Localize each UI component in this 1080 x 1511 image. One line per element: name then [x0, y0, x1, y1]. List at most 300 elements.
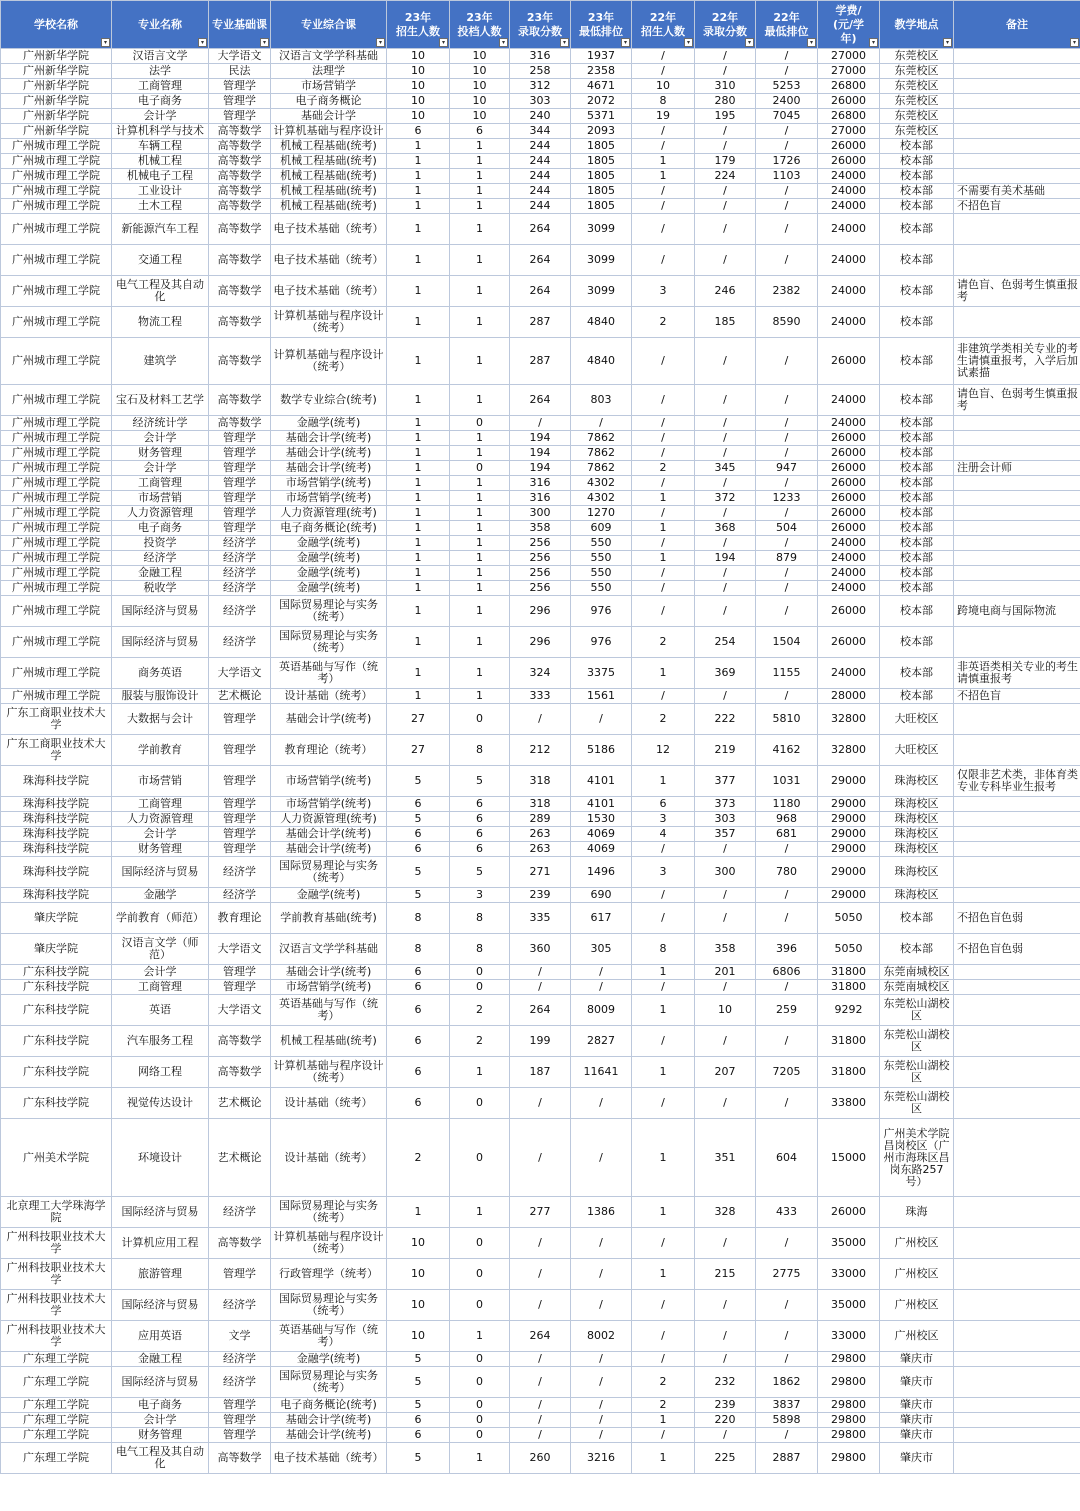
table-cell[interactable]: 244: [510, 169, 571, 184]
table-cell[interactable]: 经济学: [209, 1197, 271, 1228]
table-cell[interactable]: 373: [695, 797, 756, 812]
table-cell[interactable]: 26800: [818, 79, 880, 94]
table-cell[interactable]: 国际贸易理论与实务（统考）: [271, 596, 387, 627]
table-cell[interactable]: 校本部: [880, 903, 954, 934]
column-header[interactable]: [756, 1, 818, 49]
table-cell[interactable]: 机械工程基础(统考): [271, 139, 387, 154]
column-header[interactable]: [1, 1, 112, 49]
table-cell[interactable]: 管理学: [209, 1413, 271, 1428]
table-cell[interactable]: 高等数学: [209, 338, 271, 385]
table-cell[interactable]: 广州新华学院: [1, 124, 112, 139]
table-cell[interactable]: 1: [450, 689, 510, 704]
table-cell[interactable]: /: [695, 385, 756, 416]
table-cell[interactable]: /: [632, 1290, 695, 1321]
table-cell[interactable]: 国际经济与贸易: [112, 596, 209, 627]
table-cell[interactable]: 广州城市理工学院: [1, 566, 112, 581]
table-cell[interactable]: 5810: [756, 704, 818, 735]
table-cell[interactable]: 广州校区: [880, 1290, 954, 1321]
table-cell[interactable]: /: [695, 446, 756, 461]
table-cell[interactable]: 976: [571, 627, 632, 658]
table-cell[interactable]: 广州城市理工学院: [1, 169, 112, 184]
table-cell[interactable]: /: [510, 1088, 571, 1119]
table-cell[interactable]: /: [695, 124, 756, 139]
table-cell[interactable]: 24000: [818, 184, 880, 199]
table-cell[interactable]: 215: [695, 1259, 756, 1290]
table-cell[interactable]: 360: [510, 934, 571, 965]
table-cell[interactable]: 1: [450, 307, 510, 338]
table-cell[interactable]: 24000: [818, 551, 880, 566]
table-cell[interactable]: /: [756, 139, 818, 154]
table-cell[interactable]: 经济学: [209, 581, 271, 596]
table-cell[interactable]: 303: [695, 812, 756, 827]
table-cell[interactable]: 1: [387, 461, 450, 476]
table-cell[interactable]: 617: [571, 903, 632, 934]
table-cell[interactable]: 东莞校区: [880, 49, 954, 64]
table-cell[interactable]: 电气工程及其自动化: [112, 1443, 209, 1474]
table-cell[interactable]: 244: [510, 199, 571, 214]
table-cell[interactable]: 人力资源管理(统考): [271, 506, 387, 521]
table-cell[interactable]: [954, 1428, 1080, 1443]
table-cell[interactable]: /: [756, 1088, 818, 1119]
table-cell[interactable]: 194: [695, 551, 756, 566]
table-cell[interactable]: [954, 1026, 1080, 1057]
table-cell[interactable]: 0: [450, 1259, 510, 1290]
table-cell[interactable]: /: [756, 581, 818, 596]
table-cell[interactable]: 广东理工学院: [1, 1352, 112, 1367]
table-cell[interactable]: /: [571, 1367, 632, 1398]
table-cell[interactable]: 经济学: [209, 566, 271, 581]
table-cell[interactable]: 212: [510, 735, 571, 766]
table-cell[interactable]: 0: [450, 1413, 510, 1428]
table-cell[interactable]: 1: [387, 1197, 450, 1228]
table-cell[interactable]: [954, 888, 1080, 903]
table-cell[interactable]: [954, 94, 1080, 109]
table-cell[interactable]: 29000: [818, 797, 880, 812]
table-cell[interactable]: 27000: [818, 49, 880, 64]
table-cell[interactable]: 金融学(统考): [271, 536, 387, 551]
table-cell[interactable]: /: [632, 596, 695, 627]
table-cell[interactable]: /: [632, 431, 695, 446]
table-cell[interactable]: 校本部: [880, 491, 954, 506]
table-cell[interactable]: /: [510, 1352, 571, 1367]
table-cell[interactable]: 1: [632, 1413, 695, 1428]
table-cell[interactable]: 金融学(统考): [271, 416, 387, 431]
table-cell[interactable]: 广州新华学院: [1, 64, 112, 79]
table-cell[interactable]: 广东理工学院: [1, 1398, 112, 1413]
table-cell[interactable]: 5050: [818, 903, 880, 934]
table-cell[interactable]: 7045: [756, 109, 818, 124]
table-cell[interactable]: 英语基础与写作（统考）: [271, 658, 387, 689]
table-cell[interactable]: 377: [695, 766, 756, 797]
table-cell[interactable]: 广州校区: [880, 1228, 954, 1259]
table-cell[interactable]: 1: [387, 169, 450, 184]
table-cell[interactable]: 国际经济与贸易: [112, 1197, 209, 1228]
table-cell[interactable]: 6: [450, 124, 510, 139]
table-cell[interactable]: 高等数学: [209, 416, 271, 431]
table-cell[interactable]: 240: [510, 109, 571, 124]
table-cell[interactable]: 网络工程: [112, 1057, 209, 1088]
table-cell[interactable]: 19: [632, 109, 695, 124]
table-cell[interactable]: 1: [450, 245, 510, 276]
table-cell[interactable]: [954, 169, 1080, 184]
table-cell[interactable]: 设计基础（统考）: [271, 1088, 387, 1119]
table-cell[interactable]: 珠海科技学院: [1, 827, 112, 842]
table-cell[interactable]: 15000: [818, 1119, 880, 1197]
table-cell[interactable]: 电子技术基础（统考）: [271, 276, 387, 307]
table-cell[interactable]: 金融学(统考): [271, 551, 387, 566]
table-cell[interactable]: /: [756, 245, 818, 276]
table-cell[interactable]: 26000: [818, 596, 880, 627]
table-cell[interactable]: 国际经济与贸易: [112, 1367, 209, 1398]
table-cell[interactable]: [954, 245, 1080, 276]
table-cell[interactable]: 0: [450, 1088, 510, 1119]
table-cell[interactable]: 国际贸易理论与实务（统考）: [271, 857, 387, 888]
table-cell[interactable]: 1: [450, 596, 510, 627]
table-cell[interactable]: 550: [571, 551, 632, 566]
table-cell[interactable]: 东莞南城校区: [880, 980, 954, 995]
table-cell[interactable]: 东莞校区: [880, 109, 954, 124]
table-cell[interactable]: 计算机基础与程序设计（统考）: [271, 307, 387, 338]
table-cell[interactable]: /: [695, 1228, 756, 1259]
table-cell[interactable]: 947: [756, 461, 818, 476]
table-cell[interactable]: /: [571, 704, 632, 735]
table-cell[interactable]: 经济学: [209, 1290, 271, 1321]
table-cell[interactable]: 33000: [818, 1321, 880, 1352]
table-cell[interactable]: 6: [387, 980, 450, 995]
table-cell[interactable]: 基础会计学(统考): [271, 446, 387, 461]
table-cell[interactable]: 11641: [571, 1057, 632, 1088]
table-cell[interactable]: [954, 566, 1080, 581]
table-cell[interactable]: 5: [450, 766, 510, 797]
table-cell[interactable]: 1: [450, 536, 510, 551]
table-cell[interactable]: 303: [510, 94, 571, 109]
table-cell[interactable]: 高等数学: [209, 307, 271, 338]
table-cell[interactable]: 219: [695, 735, 756, 766]
table-cell[interactable]: 不招色盲: [954, 689, 1080, 704]
table-cell[interactable]: 1: [387, 581, 450, 596]
table-cell[interactable]: 设计基础（统考）: [271, 1119, 387, 1197]
table-cell[interactable]: 高等数学: [209, 124, 271, 139]
table-cell[interactable]: 金融学(统考): [271, 581, 387, 596]
table-cell[interactable]: 2: [632, 1367, 695, 1398]
table-cell[interactable]: 8: [450, 735, 510, 766]
table-cell[interactable]: 校本部: [880, 551, 954, 566]
table-cell[interactable]: /: [756, 64, 818, 79]
table-cell[interactable]: 国际贸易理论与实务（统考）: [271, 1367, 387, 1398]
table-cell[interactable]: 1: [632, 1259, 695, 1290]
table-cell[interactable]: [954, 506, 1080, 521]
table-cell[interactable]: 5: [387, 1367, 450, 1398]
table-cell[interactable]: 1561: [571, 689, 632, 704]
table-cell[interactable]: /: [632, 1352, 695, 1367]
table-cell[interactable]: 27000: [818, 64, 880, 79]
table-cell[interactable]: /: [695, 338, 756, 385]
table-cell[interactable]: 29000: [818, 857, 880, 888]
table-cell[interactable]: 1: [387, 385, 450, 416]
table-cell[interactable]: 机械工程基础(统考): [271, 199, 387, 214]
table-cell[interactable]: 32800: [818, 735, 880, 766]
table-cell[interactable]: 汉语言文学: [112, 49, 209, 64]
table-cell[interactable]: 校本部: [880, 416, 954, 431]
table-cell[interactable]: 26000: [818, 431, 880, 446]
table-cell[interactable]: 电子商务概论: [271, 94, 387, 109]
table-cell[interactable]: 1: [387, 139, 450, 154]
table-cell[interactable]: /: [695, 689, 756, 704]
table-cell[interactable]: 3216: [571, 1443, 632, 1474]
table-cell[interactable]: 数学专业综合(统考): [271, 385, 387, 416]
table-cell[interactable]: 259: [756, 995, 818, 1026]
table-cell[interactable]: 汉语言文学学科基础: [271, 49, 387, 64]
table-cell[interactable]: 433: [756, 1197, 818, 1228]
table-cell[interactable]: 8: [450, 903, 510, 934]
table-cell[interactable]: [954, 1197, 1080, 1228]
table-cell[interactable]: 1155: [756, 658, 818, 689]
table-cell[interactable]: /: [695, 245, 756, 276]
table-cell[interactable]: 6: [387, 842, 450, 857]
table-cell[interactable]: 1386: [571, 1197, 632, 1228]
table-cell[interactable]: 广州城市理工学院: [1, 506, 112, 521]
table-cell[interactable]: 大学语文: [209, 995, 271, 1026]
table-cell[interactable]: 广州校区: [880, 1259, 954, 1290]
table-cell[interactable]: [954, 1228, 1080, 1259]
table-cell[interactable]: /: [632, 385, 695, 416]
table-cell[interactable]: 26000: [818, 627, 880, 658]
table-cell[interactable]: 2: [632, 627, 695, 658]
table-cell[interactable]: 244: [510, 154, 571, 169]
table-cell[interactable]: 604: [756, 1119, 818, 1197]
table-cell[interactable]: 市场营销学(统考): [271, 980, 387, 995]
table-cell[interactable]: /: [756, 431, 818, 446]
table-cell[interactable]: 6: [387, 797, 450, 812]
table-cell[interactable]: 280: [695, 94, 756, 109]
table-cell[interactable]: 1: [387, 214, 450, 245]
table-cell[interactable]: 会计学: [112, 109, 209, 124]
column-header[interactable]: [387, 1, 450, 49]
table-cell[interactable]: 256: [510, 536, 571, 551]
table-cell[interactable]: /: [510, 1119, 571, 1197]
table-cell[interactable]: 工商管理: [112, 79, 209, 94]
table-cell[interactable]: /: [571, 1088, 632, 1119]
table-cell[interactable]: /: [632, 566, 695, 581]
table-cell[interactable]: 市场营销: [112, 766, 209, 797]
table-cell[interactable]: 33800: [818, 1088, 880, 1119]
table-cell[interactable]: 1: [450, 385, 510, 416]
table-cell[interactable]: 609: [571, 521, 632, 536]
table-cell[interactable]: 市场营销学: [271, 79, 387, 94]
table-cell[interactable]: 基础会计学: [271, 109, 387, 124]
table-cell[interactable]: 大旺校区: [880, 735, 954, 766]
table-cell[interactable]: 新能源汽车工程: [112, 214, 209, 245]
table-cell[interactable]: 基础会计学(统考): [271, 431, 387, 446]
table-cell[interactable]: 300: [510, 506, 571, 521]
table-cell[interactable]: 广东科技学院: [1, 1057, 112, 1088]
table-cell[interactable]: 广州城市理工学院: [1, 416, 112, 431]
table-cell[interactable]: 4069: [571, 842, 632, 857]
table-cell[interactable]: /: [632, 689, 695, 704]
table-cell[interactable]: 6: [450, 827, 510, 842]
table-cell[interactable]: 国际贸易理论与实务（统考）: [271, 627, 387, 658]
table-cell[interactable]: 机械工程: [112, 154, 209, 169]
table-cell[interactable]: /: [510, 1428, 571, 1443]
table-cell[interactable]: 0: [450, 416, 510, 431]
table-cell[interactable]: 1862: [756, 1367, 818, 1398]
table-cell[interactable]: 256: [510, 566, 571, 581]
table-cell[interactable]: 7862: [571, 461, 632, 476]
table-cell[interactable]: 环境设计: [112, 1119, 209, 1197]
table-cell[interactable]: 7862: [571, 446, 632, 461]
table-cell[interactable]: 29000: [818, 812, 880, 827]
table-cell[interactable]: 请色盲、色弱考生慎重报考: [954, 385, 1080, 416]
table-cell[interactable]: 1: [450, 199, 510, 214]
table-cell[interactable]: [954, 416, 1080, 431]
table-cell[interactable]: 5: [387, 1398, 450, 1413]
table-cell[interactable]: [954, 812, 1080, 827]
table-cell[interactable]: 计算机基础与程序设计（统考）: [271, 338, 387, 385]
table-cell[interactable]: 1: [387, 416, 450, 431]
table-cell[interactable]: 广州城市理工学院: [1, 214, 112, 245]
column-header[interactable]: [571, 1, 632, 49]
table-cell[interactable]: 机械工程基础(统考): [271, 184, 387, 199]
table-cell[interactable]: 广州城市理工学院: [1, 307, 112, 338]
filter-dropdown-icon[interactable]: ▾: [439, 38, 448, 47]
table-cell[interactable]: [954, 139, 1080, 154]
table-cell[interactable]: 市场营销: [112, 491, 209, 506]
table-cell[interactable]: 广州科技职业技术大学: [1, 1290, 112, 1321]
table-cell[interactable]: [954, 995, 1080, 1026]
table-cell[interactable]: 5898: [756, 1413, 818, 1428]
table-cell[interactable]: /: [695, 506, 756, 521]
table-cell[interactable]: 26000: [818, 94, 880, 109]
table-cell[interactable]: 请色盲、色弱考生慎重报考: [954, 276, 1080, 307]
table-cell[interactable]: 广州美术学院昌岗校区（广州市海珠区昌岗东路257号）: [880, 1119, 954, 1197]
table-cell[interactable]: /: [695, 903, 756, 934]
table-cell[interactable]: 高等数学: [209, 1057, 271, 1088]
table-cell[interactable]: 不需要有美术基础: [954, 184, 1080, 199]
table-cell[interactable]: 计算机科学与技术: [112, 124, 209, 139]
table-cell[interactable]: 32800: [818, 704, 880, 735]
table-cell[interactable]: /: [695, 596, 756, 627]
table-cell[interactable]: /: [632, 1321, 695, 1352]
table-cell[interactable]: 396: [756, 934, 818, 965]
table-cell[interactable]: 经济学: [112, 551, 209, 566]
filter-dropdown-icon[interactable]: ▾: [807, 38, 816, 47]
table-cell[interactable]: [954, 154, 1080, 169]
table-cell[interactable]: 电子商务: [112, 94, 209, 109]
table-cell[interactable]: 24000: [818, 245, 880, 276]
filter-dropdown-icon[interactable]: ▾: [198, 38, 207, 47]
table-cell[interactable]: 广州城市理工学院: [1, 446, 112, 461]
table-cell[interactable]: 国际贸易理论与实务（统考）: [271, 1290, 387, 1321]
table-cell[interactable]: 6: [387, 1057, 450, 1088]
table-cell[interactable]: 3: [632, 812, 695, 827]
table-cell[interactable]: 0: [450, 704, 510, 735]
table-cell[interactable]: [954, 1290, 1080, 1321]
table-cell[interactable]: 文学: [209, 1321, 271, 1352]
table-cell[interactable]: [954, 214, 1080, 245]
table-cell[interactable]: 324: [510, 658, 571, 689]
table-cell[interactable]: 校本部: [880, 184, 954, 199]
table-cell[interactable]: 550: [571, 536, 632, 551]
table-cell[interactable]: 194: [510, 461, 571, 476]
table-cell[interactable]: /: [571, 1413, 632, 1428]
table-cell[interactable]: 广州城市理工学院: [1, 491, 112, 506]
table-cell[interactable]: 26000: [818, 491, 880, 506]
table-cell[interactable]: 校本部: [880, 658, 954, 689]
table-cell[interactable]: [954, 1321, 1080, 1352]
table-cell[interactable]: 879: [756, 551, 818, 566]
table-cell[interactable]: /: [695, 1026, 756, 1057]
table-cell[interactable]: /: [756, 1428, 818, 1443]
table-cell[interactable]: 6: [387, 1428, 450, 1443]
table-cell[interactable]: 5: [387, 888, 450, 903]
table-cell[interactable]: 3099: [571, 245, 632, 276]
table-cell[interactable]: 1: [632, 766, 695, 797]
table-cell[interactable]: 232: [695, 1367, 756, 1398]
table-cell[interactable]: 交通工程: [112, 245, 209, 276]
table-cell[interactable]: 1: [632, 1443, 695, 1474]
table-cell[interactable]: 广州城市理工学院: [1, 658, 112, 689]
table-cell[interactable]: 学前教育基础(统考): [271, 903, 387, 934]
table-cell[interactable]: 管理学: [209, 812, 271, 827]
table-cell[interactable]: 4840: [571, 307, 632, 338]
table-cell[interactable]: 3375: [571, 658, 632, 689]
table-cell[interactable]: 东莞松山湖校区: [880, 1057, 954, 1088]
table-cell[interactable]: 316: [510, 476, 571, 491]
table-cell[interactable]: 4302: [571, 476, 632, 491]
table-cell[interactable]: 国际贸易理论与实务（统考）: [271, 1197, 387, 1228]
table-cell[interactable]: 机械工程基础(统考): [271, 169, 387, 184]
table-cell[interactable]: 管理学: [209, 476, 271, 491]
table-cell[interactable]: 广州城市理工学院: [1, 385, 112, 416]
filter-dropdown-icon[interactable]: ▾: [869, 38, 878, 47]
table-cell[interactable]: /: [756, 446, 818, 461]
table-cell[interactable]: 财务管理: [112, 1428, 209, 1443]
table-cell[interactable]: 校本部: [880, 476, 954, 491]
table-cell[interactable]: 珠海科技学院: [1, 857, 112, 888]
table-cell[interactable]: 3837: [756, 1398, 818, 1413]
table-cell[interactable]: 电气工程及其自动化: [112, 276, 209, 307]
table-cell[interactable]: 肇庆市: [880, 1428, 954, 1443]
table-cell[interactable]: 8: [632, 94, 695, 109]
table-cell[interactable]: 北京理工大学珠海学院: [1, 1197, 112, 1228]
table-cell[interactable]: 艺术概论: [209, 1119, 271, 1197]
table-cell[interactable]: /: [510, 965, 571, 980]
table-cell[interactable]: [954, 827, 1080, 842]
table-cell[interactable]: 1: [387, 431, 450, 446]
table-cell[interactable]: [954, 64, 1080, 79]
table-cell[interactable]: 经济学: [209, 536, 271, 551]
table-cell[interactable]: [954, 536, 1080, 551]
table-cell[interactable]: 校本部: [880, 338, 954, 385]
table-cell[interactable]: 肇庆市: [880, 1367, 954, 1398]
table-cell[interactable]: 2: [632, 307, 695, 338]
table-cell[interactable]: 5: [387, 766, 450, 797]
table-cell[interactable]: 690: [571, 888, 632, 903]
table-cell[interactable]: 780: [756, 857, 818, 888]
table-cell[interactable]: 高等数学: [209, 169, 271, 184]
table-cell[interactable]: 10: [387, 49, 450, 64]
table-cell[interactable]: 368: [695, 521, 756, 536]
table-cell[interactable]: 1: [387, 276, 450, 307]
table-cell[interactable]: [954, 1413, 1080, 1428]
table-cell[interactable]: 珠海科技学院: [1, 842, 112, 857]
table-cell[interactable]: 广州新华学院: [1, 79, 112, 94]
table-cell[interactable]: 335: [510, 903, 571, 934]
table-cell[interactable]: 金融学(统考): [271, 888, 387, 903]
table-cell[interactable]: 277: [510, 1197, 571, 1228]
table-cell[interactable]: 管理学: [209, 965, 271, 980]
table-cell[interactable]: 人力资源管理: [112, 812, 209, 827]
